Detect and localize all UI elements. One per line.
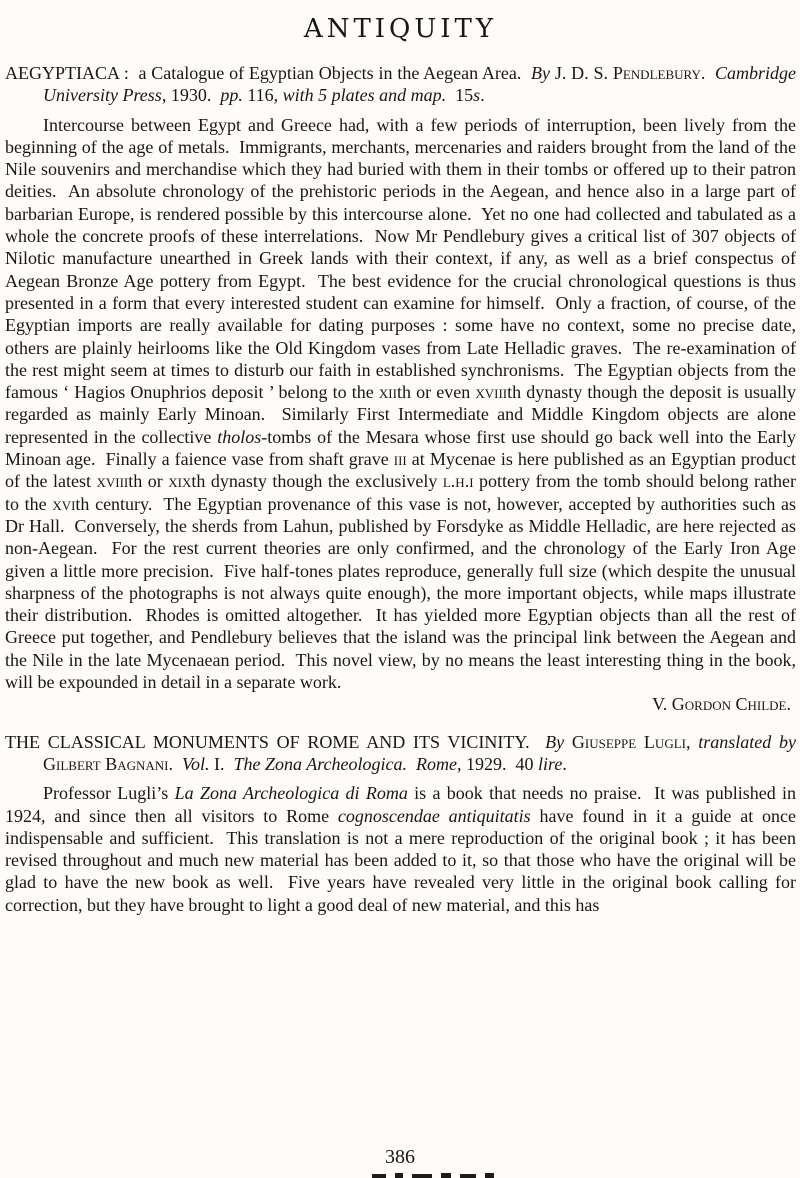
- page-number: 386: [385, 1146, 415, 1168]
- review-aegyptiaca: [5, 62, 796, 716]
- text-fragment: [395, 1173, 403, 1178]
- review-classical-monuments: [5, 731, 796, 916]
- text-fragment: [441, 1173, 451, 1178]
- text-fragment: [412, 1174, 432, 1178]
- text-fragment: [372, 1174, 386, 1178]
- text-fragment: [460, 1174, 476, 1178]
- reviewer-name: V. Gordon Childe.: [652, 694, 791, 715]
- reviewer-signature: [5, 693, 796, 715]
- journal-title: ANTIQUITY: [303, 14, 498, 44]
- review-heading-aegyptiaca: AEGYPTIACA : a Catalogue of Egyptian Objects in the Aegean Area. By J. D. S. Pendlebury. Cambridge University Press, 1930. pp. 116, with 5 plates and map. 15s.: [5, 63, 797, 106]
- review-body-aegyptiaca: Intercourse between Egypt and Greece had, with a few periods of interruption, been lively from the beginning of the age of metals. Immigrants, merchants, mercenaries and raiders brought from the land of the Nile souvenirs and merchandise which they had buried with them in their tombs or offered up to their patron deities. An absolute chronology of the prehistoric periods in the Aegean, and hence also in a large part of barbarian Europe, is rendered possible by this intercourse alone. Yet no one had collected and tabulated as a whole the concrete proofs of these interrelations. Now Mr Pendlebury gives a critical list of 307 objects of Nilotic manufacture unearthed in Greek lands with their context, if any, as well as a brief conspectus of Aegean Bronze Age pottery from Egypt. The best evidence for the crucial chronological questions is thus presented in a form that every interested student can examine for himself. Only a fraction, of course, of the Egyptian imports are really available for dating purposes : some have no context, some no precise date, others are plainly heirlooms like the Old Kingdom vases from Late Helladic graves. The re-examination of the rest might seem at times to disturb our faith in established synchronisms. The Egyptian objects from the famous ‘ Hagios Onuphrios deposit ’ belong to the xiith or even xviiith dynasty though the deposit is usually regarded as mainly Early Minoan. Similarly First Intermediate and Middle Kingdom objects are alone represented in the collective tholos-tombs of the Mesara whose first use should go back well into the Early Minoan age. Finally a faience vase from shaft grave iii at Mycenae is here published as an Egyptian product of the latest xviiith or xixth dynasty though the exclusively l.h.i pottery from the tomb should belong rather to the xvith century. The Egyptian provenance of this vase is not, however, accepted by authorities such as Dr Hall. Conversely, the sherds from Lahun, published by Forsdyke as Middle Helladic, are here rejected as non-Aegean. For the rest current theories are only confirmed, and the chronology of the Early Iron Age given a little more precision. Five half-tones plates reproduce, generally full size (which despite the unusual sharpness of the photographs is not always quite enough), the more important objects, while maps illustrate their distribution. Rhodes is omitted altogether. It has yielded more Egyptian objects than all the rest of Greece put together, and Pendlebury believes that the island was the principal link between the Aegean and the Nile in the late Mycenaean period. This novel view, by no means the least interesting thing in the book, will be expounded in detail in a separate work.: [5, 114, 797, 693]
- review-body-classical-monuments: Professor Lugli’s La Zona Archeologica di Roma is a book that needs no praise. It was published in 1924, and since then all visitors to Rome cognoscendae antiquitatis have found in it a guide at once indispensable and sufficient. This translation is not a mere reproduction of the original book ; it has been revised throughout and much new material has been added to it, so that those who have the original will be glad to have the new book as well. Five years have revealed very little in the original book calling for correction, but they have brought to light a good deal of new material, and this has: [5, 783, 797, 915]
- next-line-cutoff-fragments: [372, 1172, 494, 1178]
- review-heading-classical-monuments: THE CLASSICAL MONUMENTS OF ROME AND ITS VICINITY. By Giuseppe Lugli, translated by Gilbert Bagnani. Vol. I. The Zona Archeologica. Rome, 1929. 40 lire.: [5, 731, 797, 774]
- text-fragment: [485, 1173, 494, 1178]
